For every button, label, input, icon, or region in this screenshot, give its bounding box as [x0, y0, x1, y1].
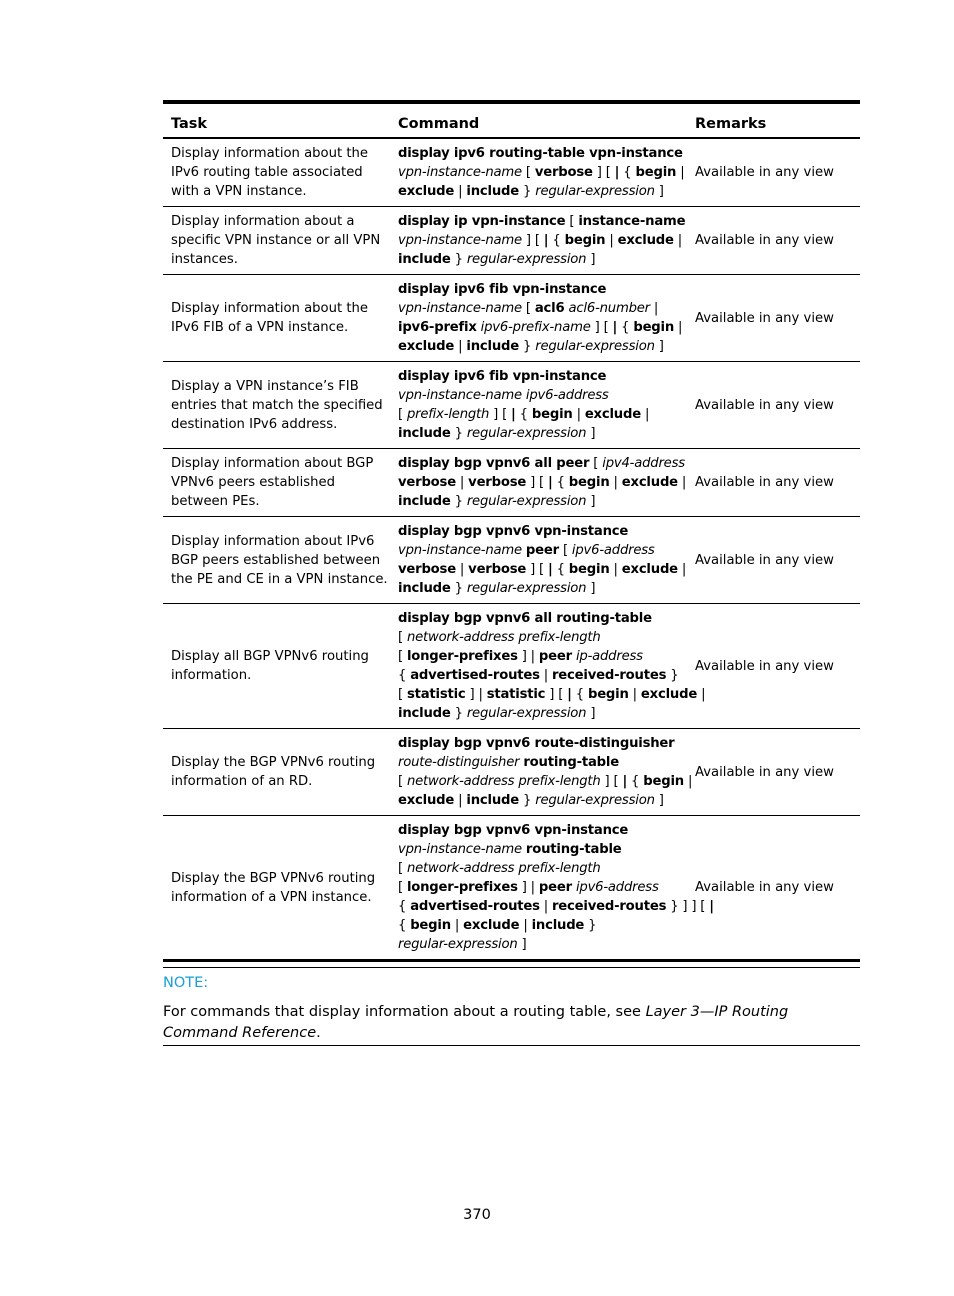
- command-line: [398, 541, 686, 560]
- command-syntax: }: [666, 668, 679, 683]
- command-keyword: include: [531, 918, 585, 933]
- command-syntax: {: [398, 899, 411, 914]
- command-syntax: |: [455, 562, 469, 577]
- command-keyword: begin: [531, 407, 573, 422]
- command-line: [398, 424, 686, 443]
- command-keyword: verbose: [468, 475, 527, 490]
- command-syntax: |: [609, 475, 622, 490]
- command-line: [398, 318, 686, 337]
- command-cell: [396, 138, 690, 207]
- command-line: [398, 609, 686, 628]
- command-line: [398, 704, 686, 723]
- command-table: [163, 100, 860, 962]
- command-argument: regular-expression: [466, 581, 587, 596]
- command-keyword: begin: [564, 233, 606, 248]
- command-argument: regular-expression: [466, 706, 587, 721]
- command-keyword: begin: [410, 918, 451, 933]
- command-argument: regular-expression: [535, 339, 655, 354]
- command-keyword: |: [622, 774, 628, 789]
- command-keyword: display ipv6 fib vpn-instance: [398, 282, 607, 297]
- command-keyword: verbose: [468, 562, 527, 577]
- remarks-cell: Available in any view: [695, 165, 834, 180]
- command-line: [398, 367, 686, 386]
- command-syntax: |: [450, 918, 464, 933]
- command-syntax: {: [619, 165, 636, 180]
- command-syntax: [: [558, 543, 572, 558]
- command-line: [398, 473, 691, 492]
- remarks-cell: Available in any view: [690, 816, 860, 961]
- command-argument: ip-address: [575, 649, 643, 664]
- command-cell: [396, 517, 690, 604]
- command-argument: vpn-instance-name: [398, 165, 522, 180]
- note-reference-title: Layer 3—IP Routing Command Reference: [163, 1004, 789, 1041]
- command-line: [398, 628, 686, 647]
- command-syntax: |: [683, 774, 697, 789]
- remarks-cell: Available in any view: [690, 449, 860, 517]
- remarks-cell: Available in any view: [690, 604, 860, 729]
- command-syntax: }: [450, 494, 467, 509]
- command-line: [398, 231, 686, 250]
- command-syntax: }: [519, 339, 536, 354]
- note-text-before: For commands that display information about a routing table, see: [163, 1004, 646, 1020]
- command-syntax: [: [398, 630, 407, 645]
- command-syntax: {: [548, 233, 565, 248]
- task-cell: Display all BGP VPNv6 routing information.: [163, 604, 396, 729]
- command-keyword: display ipv6 fib vpn-instance: [398, 369, 607, 384]
- command-argument: regular-expression: [466, 426, 587, 441]
- command-syntax: }: [450, 581, 467, 596]
- command-syntax: |: [454, 793, 467, 808]
- command-line: [398, 916, 686, 935]
- command-syntax: [: [589, 456, 603, 471]
- command-keyword: include: [398, 581, 451, 596]
- command-keyword: |: [547, 562, 553, 577]
- command-line: [398, 647, 686, 666]
- command-syntax: ] [: [590, 320, 613, 335]
- command-keyword: exclude: [463, 918, 520, 933]
- remarks-cell: Available in any view: [690, 517, 860, 604]
- command-keyword: begin: [635, 165, 677, 180]
- command-keyword: include: [466, 339, 520, 354]
- command-syntax: }: [519, 793, 536, 808]
- table-row: [163, 207, 860, 275]
- command-line: [398, 579, 686, 598]
- command-syntax: ] |: [517, 880, 539, 895]
- command-keyword: verbose: [398, 475, 456, 490]
- command-keyword: begin: [587, 687, 629, 702]
- command-keyword: advertised-routes: [410, 899, 540, 914]
- table-row: [163, 816, 860, 961]
- table-row: [163, 275, 860, 362]
- command-argument: route-distinguisher: [398, 755, 520, 770]
- command-argument: vpn-instance-name: [398, 842, 522, 857]
- command-keyword: include: [398, 252, 451, 267]
- command-syntax: |: [519, 918, 532, 933]
- remarks-cell: Available in any view: [690, 362, 860, 449]
- command-syntax: [: [398, 880, 407, 895]
- note-label: NOTE:: [163, 975, 209, 991]
- command-keyword: include: [398, 426, 451, 441]
- command-keyword: display bgp vpnv6 vpn-instance: [398, 823, 629, 838]
- command-syntax: [: [521, 165, 535, 180]
- command-keyword: begin: [568, 562, 610, 577]
- table-row: [163, 729, 860, 816]
- command-argument: vpn-instance-name: [398, 233, 522, 248]
- command-argument: regular-expression: [535, 793, 655, 808]
- command-cell: [396, 449, 690, 517]
- command-syntax: [: [565, 214, 579, 229]
- command-line: [398, 454, 686, 473]
- command-syntax: [: [398, 407, 407, 422]
- command-syntax: ] [: [489, 407, 512, 422]
- command-keyword: longer-prefixes: [406, 649, 518, 664]
- command-line: [398, 859, 686, 878]
- command-syntax: [: [398, 649, 407, 664]
- command-syntax: |: [673, 233, 686, 248]
- command-argument: regular-expression: [535, 184, 655, 199]
- command-syntax: ]: [654, 793, 664, 808]
- command-keyword: include: [398, 494, 451, 509]
- command-line: [398, 840, 686, 859]
- command-syntax: ]: [654, 339, 664, 354]
- command-syntax: ]: [517, 937, 527, 952]
- command-keyword: statistic: [406, 687, 466, 702]
- command-syntax: [: [521, 301, 535, 316]
- command-syntax: ]: [586, 426, 596, 441]
- task-cell: Display information about the IPv6 routing table associated with a VPN instance.: [171, 146, 368, 199]
- command-syntax: {: [398, 668, 411, 683]
- command-keyword: longer-prefixes: [406, 880, 518, 895]
- command-keyword: include: [466, 793, 520, 808]
- command-cell: [396, 816, 714, 961]
- command-line: [398, 522, 686, 541]
- command-line: [398, 337, 686, 356]
- command-keyword: routing-table: [523, 755, 619, 770]
- task-cell: Display the BGP VPNv6 routing information of a VPN instance.: [163, 816, 396, 961]
- command-syntax: |: [677, 475, 691, 490]
- command-line: [398, 897, 714, 916]
- command-keyword: verbose: [534, 165, 593, 180]
- command-cell: [396, 604, 710, 729]
- command-keyword: exclude: [621, 562, 678, 577]
- note-text-after: .: [316, 1025, 321, 1041]
- command-syntax: }: [584, 918, 597, 933]
- task-cell: Display information about a specific VPN instance or all VPN instances.: [163, 207, 396, 275]
- command-syntax: ] [: [545, 687, 568, 702]
- command-line: [398, 791, 686, 810]
- command-line: [398, 492, 686, 511]
- command-keyword: exclude: [621, 475, 678, 490]
- command-syntax: |: [454, 339, 467, 354]
- command-argument: network-address prefix-length: [406, 861, 601, 876]
- command-syntax: |: [539, 899, 552, 914]
- command-line: [398, 250, 686, 269]
- command-keyword: begin: [568, 475, 610, 490]
- command-line: [398, 299, 686, 318]
- command-line: [398, 182, 686, 201]
- command-line: [398, 935, 686, 954]
- command-keyword: acl6: [534, 301, 565, 316]
- note-text: [163, 1002, 853, 1044]
- command-syntax: }: [519, 184, 536, 199]
- command-keyword: |: [614, 165, 620, 180]
- command-line: [398, 280, 686, 299]
- command-line: [398, 560, 691, 579]
- command-syntax: |: [605, 233, 618, 248]
- command-argument: prefix-length: [406, 407, 490, 422]
- command-keyword: display bgp vpnv6 all routing-table: [398, 611, 652, 626]
- command-line: [398, 821, 686, 840]
- command-syntax: |: [697, 687, 710, 702]
- command-line: [398, 685, 710, 704]
- command-syntax: {: [627, 774, 644, 789]
- command-syntax: |: [676, 165, 689, 180]
- task-cell: Display a VPN instance’s FIB entries that match the specified destination IPv6 address.: [163, 362, 396, 449]
- command-syntax: ] [: [600, 774, 623, 789]
- command-cell: [396, 275, 690, 362]
- command-syntax: ] [: [521, 233, 544, 248]
- command-keyword: display bgp vpnv6 all peer: [398, 456, 590, 471]
- command-argument: network-address prefix-length: [406, 630, 601, 645]
- command-syntax: ] [: [526, 475, 548, 490]
- command-syntax: |: [628, 687, 641, 702]
- command-keyword: exclude: [398, 184, 455, 199]
- command-syntax: |: [455, 475, 469, 490]
- command-syntax: |: [677, 562, 691, 577]
- page-number: 370: [463, 1207, 491, 1223]
- command-line: [398, 405, 686, 424]
- remarks-cell: Available in any view: [690, 207, 860, 275]
- command-cell: [396, 362, 690, 449]
- command-keyword: exclude: [640, 687, 698, 702]
- table-row: [163, 449, 860, 517]
- command-argument: regular-expression: [398, 937, 518, 952]
- command-syntax: ]: [586, 581, 596, 596]
- command-line: [398, 386, 686, 405]
- command-keyword: display bgp vpnv6 route-distinguisher: [398, 736, 675, 751]
- header-remarks: Remarks: [690, 102, 860, 138]
- command-syntax: |: [674, 320, 687, 335]
- command-syntax: ]: [586, 494, 596, 509]
- command-syntax: |: [572, 407, 585, 422]
- command-keyword: peer: [538, 649, 572, 664]
- command-syntax: {: [571, 687, 588, 702]
- command-syntax: {: [617, 320, 634, 335]
- command-line: [398, 734, 686, 753]
- command-line: [398, 878, 686, 897]
- command-syntax: |: [640, 407, 654, 422]
- command-keyword: routing-table: [525, 842, 622, 857]
- header-command: Command: [396, 102, 690, 138]
- command-syntax: {: [398, 918, 411, 933]
- command-keyword: exclude: [398, 339, 455, 354]
- command-line: [398, 163, 689, 182]
- command-keyword: display bgp vpnv6 vpn-instance: [398, 524, 629, 539]
- command-syntax: |: [649, 301, 663, 316]
- command-keyword: include: [398, 706, 451, 721]
- table-header-row: [163, 102, 860, 138]
- command-syntax: [: [398, 687, 407, 702]
- command-argument: ipv6-prefix-name: [480, 320, 591, 335]
- command-argument: ipv4-address: [602, 456, 685, 471]
- command-syntax: ] [: [526, 562, 548, 577]
- command-keyword: display ipv6 routing-table vpn-instance: [398, 146, 683, 161]
- command-line: [398, 753, 686, 772]
- command-line: [398, 212, 686, 231]
- command-keyword: |: [709, 899, 714, 914]
- remarks-cell: Available in any view: [690, 275, 860, 362]
- table-row: [163, 604, 860, 729]
- header-task: Task: [163, 102, 396, 138]
- command-argument: acl6-number: [568, 301, 650, 316]
- command-keyword: begin: [633, 320, 675, 335]
- table-row: [163, 517, 860, 604]
- command-keyword: verbose: [398, 562, 456, 577]
- command-keyword: include: [466, 184, 520, 199]
- command-keyword: |: [547, 475, 553, 490]
- command-syntax: |: [454, 184, 467, 199]
- command-keyword: display ip vpn-instance: [398, 214, 566, 229]
- command-syntax: ] [: [592, 165, 615, 180]
- command-keyword: exclude: [617, 233, 674, 248]
- command-syntax: {: [552, 475, 569, 490]
- command-keyword: |: [543, 233, 549, 248]
- task-cell: Display information about BGP VPNv6 peers established between PEs.: [163, 449, 396, 517]
- command-syntax: ] |: [465, 687, 487, 702]
- note-bottom-rule: [163, 1045, 860, 1046]
- command-argument: vpn-instance-name: [398, 543, 522, 558]
- command-keyword: advertised-routes: [410, 668, 540, 683]
- command-keyword: |: [612, 320, 618, 335]
- command-keyword: begin: [643, 774, 684, 789]
- command-argument: regular-expression: [466, 252, 587, 267]
- command-argument: network-address prefix-length: [406, 774, 601, 789]
- command-keyword: |: [511, 407, 516, 422]
- command-syntax: |: [539, 668, 552, 683]
- table-row: [163, 138, 860, 207]
- table-row: [163, 362, 860, 449]
- command-syntax: {: [552, 562, 569, 577]
- command-syntax: ] |: [517, 649, 539, 664]
- command-keyword: |: [567, 687, 572, 702]
- command-keyword: instance-name: [578, 214, 686, 229]
- command-argument: regular-expression: [466, 494, 587, 509]
- command-argument: ipv6-address: [571, 543, 655, 558]
- command-syntax: }: [450, 706, 467, 721]
- remarks-cell: Available in any view: [690, 729, 860, 816]
- command-cell: [396, 207, 690, 275]
- command-syntax: } ] ] [: [666, 899, 710, 914]
- command-keyword: exclude: [398, 793, 455, 808]
- command-syntax: }: [450, 426, 467, 441]
- command-line: [398, 144, 686, 163]
- command-keyword: received-routes: [552, 899, 667, 914]
- command-syntax: ]: [586, 252, 596, 267]
- command-cell: [396, 729, 697, 816]
- task-cell: Display information about the IPv6 FIB of a VPN instance.: [163, 275, 396, 362]
- command-keyword: statistic: [486, 687, 546, 702]
- command-argument: ipv6-address: [575, 880, 659, 895]
- command-syntax: |: [609, 562, 622, 577]
- command-keyword: peer: [525, 543, 559, 558]
- command-keyword: ipv6-prefix: [398, 320, 477, 335]
- command-syntax: [: [398, 774, 407, 789]
- command-argument: vpn-instance-name: [398, 301, 522, 316]
- command-syntax: ]: [586, 706, 596, 721]
- command-line: [398, 772, 697, 791]
- note-top-rule: [163, 967, 860, 968]
- command-syntax: {: [515, 407, 532, 422]
- command-argument: vpn-instance-name ipv6-address: [398, 388, 609, 403]
- command-syntax: }: [450, 252, 467, 267]
- command-keyword: received-routes: [552, 668, 667, 683]
- command-syntax: ]: [654, 184, 664, 199]
- command-syntax: [: [398, 861, 407, 876]
- command-keyword: peer: [538, 880, 572, 895]
- command-keyword: exclude: [584, 407, 641, 422]
- task-cell: Display the BGP VPNv6 routing information of an RD.: [163, 729, 396, 816]
- task-cell: Display information about IPv6 BGP peers established between the PE and CE in a VPN instance.: [163, 517, 396, 604]
- command-line: [398, 666, 686, 685]
